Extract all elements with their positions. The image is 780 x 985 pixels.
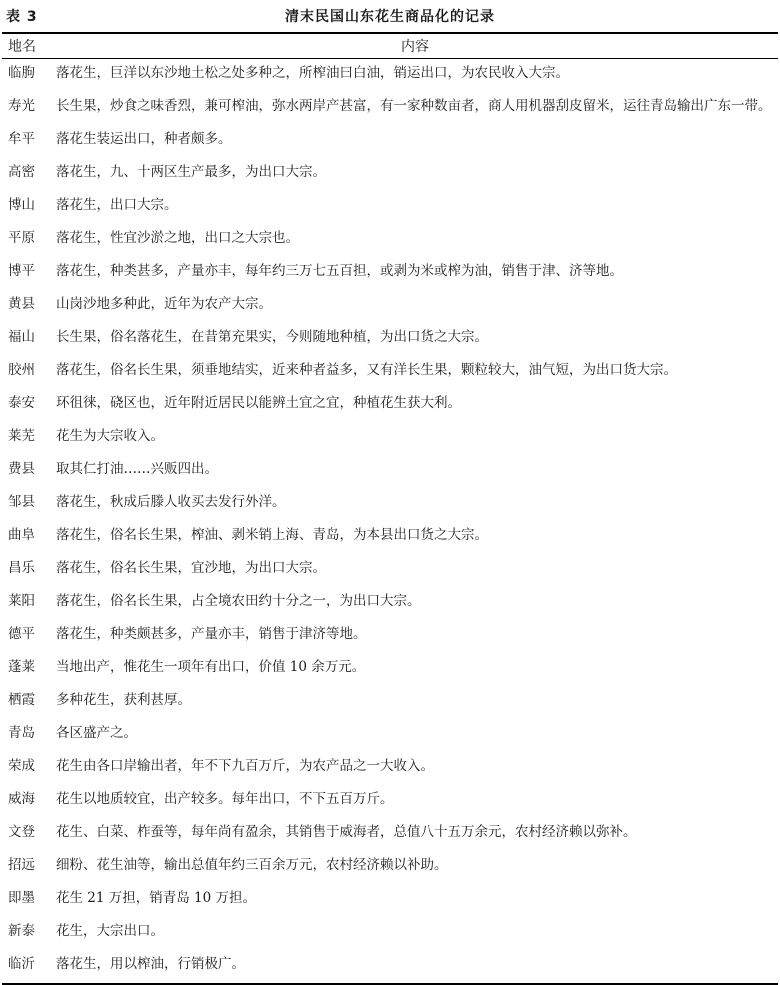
table-row [2,884,778,917]
content-cell: 落花生，九、十两区生产最多，为出口大宗。 [56,164,326,180]
table-row [2,785,778,818]
table-row [2,917,778,950]
place-cell: 威海 [8,791,35,807]
place-cell: 曲阜 [8,527,35,543]
place-cell: 莱芜 [8,428,35,444]
table-row [2,620,778,653]
place-cell: 栖霞 [8,692,35,708]
place-cell: 即墨 [8,890,35,906]
table-number: 表 3 [6,9,38,25]
content-cell: 当地出产，惟花生一项年有出口，价值 10 余万元。 [56,659,366,675]
place-cell: 胶州 [8,362,35,378]
table-header [2,33,778,59]
content-cell: 落花生，俗名长生果，占全境农田约十分之一，为出口大宗。 [56,593,421,609]
content-cell: 落花生装运出口，种者颇多。 [56,131,232,147]
table-body [2,59,778,985]
table-row [2,323,778,356]
content-cell: 花生、白菜、柞蚕等，每年尚有盈余，其销售于威海者，总值八十五万余元，农村经济赖以弥补。 [56,824,637,840]
records-table [2,32,778,985]
place-cell: 邹县 [8,494,35,510]
table-row [2,422,778,455]
content-cell: 细粉、花生油等，输出总值年约三百余万元，农村经济赖以补助。 [56,857,448,873]
place-cell: 荣成 [8,758,35,774]
table-row [2,686,778,719]
place-cell: 博平 [8,263,35,279]
content-cell: 环徂徕，硗区也，近年附近居民以能辨土宜之宜，种植花生获大利。 [56,395,461,411]
table-row [2,125,778,158]
content-cell: 落花生，秋成后滕人收买去发行外洋。 [56,494,286,510]
content-cell: 花生为大宗收入。 [56,428,164,444]
content-cell: 各区盛产之。 [56,725,137,741]
place-cell: 德平 [8,626,35,642]
place-cell: 新泰 [8,923,35,939]
table-row [2,59,778,93]
table-row [2,191,778,224]
content-cell: 落花生，出口大宗。 [56,197,178,213]
table-title: 清末民国山东花生商品化的记录 [285,9,495,25]
place-cell: 临沂 [2,950,52,984]
table-row [2,818,778,851]
place-cell: 招远 [8,857,35,873]
place-cell: 牟平 [8,131,35,147]
content-cell: 落花生，俗名长生果，宜沙地，为出口大宗。 [56,560,326,576]
content-cell: 落花生，性宜沙淤之地，出口之大宗也。 [56,230,299,246]
table-row [2,356,778,389]
place-cell: 高密 [8,164,35,180]
header-place: 地名 [2,33,52,59]
table-row [2,950,778,984]
table-row [2,224,778,257]
place-cell: 蓬莱 [8,659,35,675]
table-row [2,521,778,554]
place-cell: 平原 [8,230,35,246]
content-cell: 取其仁打油……兴贩四出。 [56,461,218,477]
place-cell: 青岛 [8,725,35,741]
place-cell: 莱阳 [8,593,35,609]
content-cell: 多种花生，获利甚厚。 [56,692,191,708]
table-row [2,257,778,290]
place-cell: 寿光 [8,98,35,114]
table-row [2,158,778,191]
content-cell: 山岗沙地多种此，近年为农产大宗。 [56,296,272,312]
table-caption [0,6,780,28]
content-cell: 落花生，俗名长生果，榨油、剥米销上海、青岛，为本县出口货之大宗。 [56,527,488,543]
content-cell: 花生以地质较宜，出产较多。每年出口，不下五百万斤。 [56,791,394,807]
place-cell: 文登 [8,824,35,840]
table-row [2,488,778,521]
content-cell: 落花生，种类甚多，产量亦丰，每年约三万七五百担，或剥为米或榨为油，销售于津、济等地。 [56,263,623,279]
content-cell: 长生果，俗名落花生，在昔第充果实，今则随地种植，为出口货之大宗。 [56,329,488,345]
place-cell: 博山 [8,197,35,213]
table-row [2,92,778,125]
place-cell: 临朐 [8,65,35,81]
table-row [2,389,778,422]
content-cell: 花生由各口岸输出者，年不下九百万斤，为农产品之一大收入。 [56,758,434,774]
place-cell: 黄县 [8,296,35,312]
table-row [2,752,778,785]
table-row [2,290,778,323]
content-cell: 落花生，俗名长生果，须垂地结实，近来种者益多，又有洋长生果，颗粒较大，油气短，为出口货大宗。 [56,362,677,378]
table-row [2,653,778,686]
content-cell: 落花生，种类颇甚多，产量亦丰，销售于津济等地。 [56,626,367,642]
place-cell: 昌乐 [8,560,35,576]
content-cell: 花生，大宗出口。 [56,923,164,939]
content-cell: 花生 21 万担，销青岛 10 万担。 [56,890,257,906]
place-cell: 费县 [8,461,35,477]
table-row [2,554,778,587]
content-cell: 落花生，用以榨油，行销极广。 [52,950,778,984]
table-row [2,455,778,488]
place-cell: 泰安 [8,395,35,411]
content-cell: 长生果，炒食之味香烈，兼可榨油，弥水两岸产甚富，有一家种数亩者，商人用机器刮皮留米，运往青岛输出广东一带。 [56,98,772,114]
table-row [2,851,778,884]
table-row [2,587,778,620]
table-row [2,719,778,752]
place-cell: 福山 [8,329,35,345]
content-cell: 落花生，巨洋以东沙地土松之处多种之，所榨油曰白油，销运出口，为农民收入大宗。 [56,65,569,81]
header-content: 内容 [52,33,778,59]
